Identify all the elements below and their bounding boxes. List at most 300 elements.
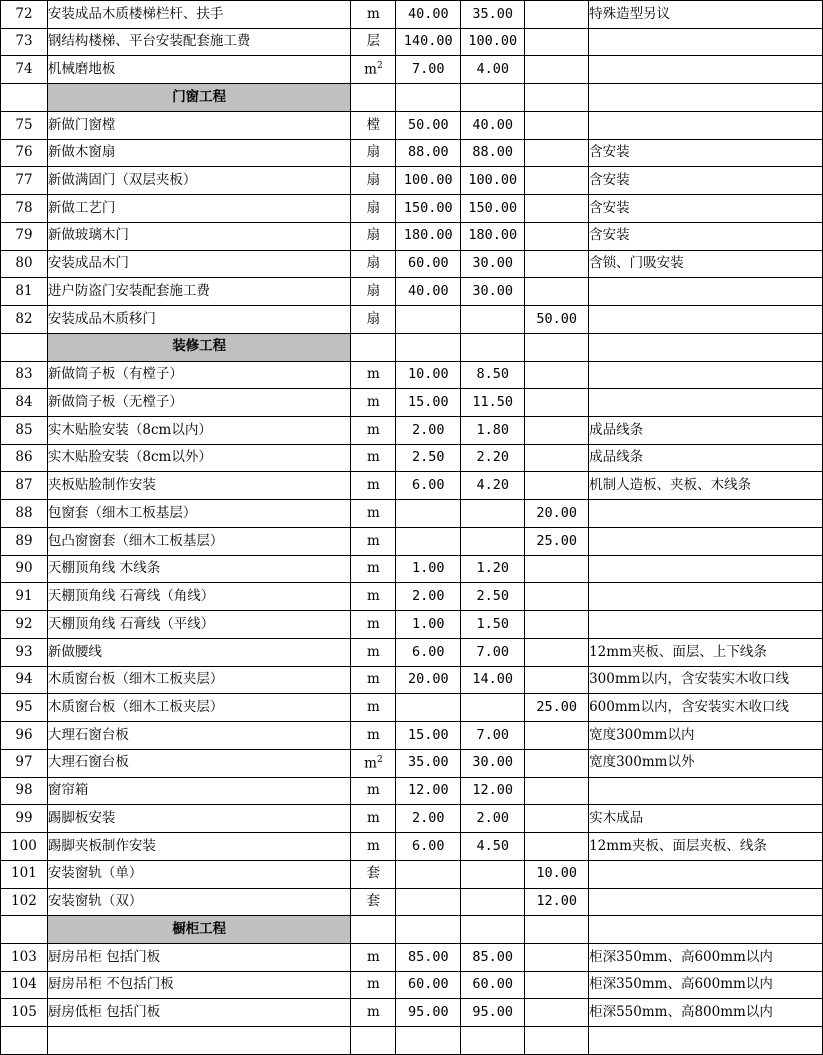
cell-name[interactable]: 窗帘箱 xyxy=(47,777,351,805)
cell-note[interactable]: 柜深550mm、高800mm以内 xyxy=(589,999,823,1027)
cell-p2[interactable]: 100.00 xyxy=(461,28,525,56)
cell-note[interactable] xyxy=(589,555,823,583)
cell-no[interactable]: 94 xyxy=(1,666,48,694)
cell-no[interactable]: 92 xyxy=(1,611,48,639)
cell-p3[interactable] xyxy=(525,417,589,445)
cell-unit[interactable] xyxy=(351,527,396,555)
cell-p2[interactable]: 8.50 xyxy=(461,361,525,389)
table-row xyxy=(1,860,823,888)
cell-note[interactable] xyxy=(589,500,823,528)
cell-name[interactable]: 大理石窗台板 xyxy=(47,749,351,777)
cell-unit[interactable] xyxy=(351,222,396,250)
cell-no[interactable]: 102 xyxy=(1,888,48,916)
cell-p2[interactable] xyxy=(461,916,525,944)
cell-name[interactable]: 安装成品木质移门 xyxy=(47,306,351,334)
section-header[interactable]: 橱柜工程 xyxy=(47,916,351,944)
unit-text: m xyxy=(367,671,380,688)
cell-unit[interactable] xyxy=(351,417,396,445)
cell-note[interactable] xyxy=(589,278,823,306)
cell-unit[interactable] xyxy=(351,916,396,944)
cell-unit[interactable] xyxy=(351,361,396,389)
cell-name[interactable]: 机械磨地板 xyxy=(47,56,351,84)
cell-unit[interactable] xyxy=(351,444,396,472)
cell-note[interactable]: 成品线条 xyxy=(589,417,823,445)
cell-note[interactable]: 含安装 xyxy=(589,139,823,167)
cell-p1[interactable]: 40.00 xyxy=(396,278,461,306)
cell-note[interactable]: 宽度300mm以内 xyxy=(589,722,823,750)
cell-no[interactable]: 75 xyxy=(1,111,48,139)
cell-p2[interactable]: 95.00 xyxy=(461,999,525,1027)
cell-no[interactable] xyxy=(1,84,48,112)
cell-no[interactable]: 93 xyxy=(1,638,48,666)
cell-p2[interactable]: 4.20 xyxy=(461,472,525,500)
cell-p2[interactable]: 4.50 xyxy=(461,833,525,861)
cell-unit[interactable] xyxy=(351,250,396,278)
cell-no[interactable] xyxy=(1,916,48,944)
cell-no[interactable]: 88 xyxy=(1,500,48,528)
cell-p3[interactable] xyxy=(525,777,589,805)
cell-p2[interactable]: 4.00 xyxy=(461,56,525,84)
cell-p1[interactable]: 85.00 xyxy=(396,943,461,971)
cell-p2[interactable]: 85.00 xyxy=(461,943,525,971)
unit-text: m xyxy=(367,726,380,743)
cell-p3[interactable] xyxy=(525,222,589,250)
cell-name[interactable]: 木质窗台板（细木工板夹层） xyxy=(47,666,351,694)
cell-name[interactable]: 大理石窗台板 xyxy=(47,722,351,750)
cell-note[interactable]: 柜深350mm、高600mm以内 xyxy=(589,971,823,999)
cell-p3[interactable] xyxy=(525,111,589,139)
cell-p2[interactable] xyxy=(461,84,525,112)
cell-p3[interactable] xyxy=(525,84,589,112)
cell-p2[interactable]: 88.00 xyxy=(461,139,525,167)
cell-p1[interactable]: 2.50 xyxy=(396,444,461,472)
cell-no[interactable]: 90 xyxy=(1,555,48,583)
cell-p3[interactable] xyxy=(525,361,589,389)
cell-p3[interactable] xyxy=(525,971,589,999)
cell-note[interactable]: 柜深350mm、高600mm以内 xyxy=(589,943,823,971)
cell-name[interactable]: 厨房吊柜 包括门板 xyxy=(47,943,351,971)
cell-name[interactable]: 新做筒子板（有樘子） xyxy=(47,361,351,389)
cell-no[interactable]: 87 xyxy=(1,472,48,500)
cell-p2[interactable]: 2.00 xyxy=(461,805,525,833)
cell-no[interactable]: 73 xyxy=(1,28,48,56)
cell-name[interactable]: 新做筒子板（无樘子） xyxy=(47,389,351,417)
cell-p3[interactable] xyxy=(525,333,589,361)
cell-p1[interactable]: 2.00 xyxy=(396,583,461,611)
cell-note[interactable] xyxy=(589,84,823,112)
cell-no[interactable]: 83 xyxy=(1,361,48,389)
cell-unit[interactable] xyxy=(351,195,396,223)
cell-p1[interactable] xyxy=(396,84,461,112)
cell-no[interactable]: 99 xyxy=(1,805,48,833)
cell-p2[interactable] xyxy=(461,333,525,361)
cell-note[interactable] xyxy=(589,611,823,639)
cell-p3[interactable] xyxy=(525,666,589,694)
cell-p3[interactable]: 20.00 xyxy=(525,500,589,528)
cell-p2[interactable] xyxy=(461,1027,525,1055)
cell-p1[interactable]: 6.00 xyxy=(396,638,461,666)
cell-no[interactable]: 84 xyxy=(1,389,48,417)
cell-p2[interactable]: 180.00 xyxy=(461,222,525,250)
cell-p2[interactable]: 1.20 xyxy=(461,555,525,583)
cell-unit[interactable] xyxy=(351,638,396,666)
cell-p3[interactable]: 10.00 xyxy=(525,860,589,888)
cell-name[interactable]: 新做门窗樘 xyxy=(47,111,351,139)
cell-note[interactable] xyxy=(589,361,823,389)
cell-p1[interactable]: 100.00 xyxy=(396,167,461,195)
cell-p3[interactable] xyxy=(525,749,589,777)
cell-p3[interactable] xyxy=(525,999,589,1027)
cell-no[interactable]: 81 xyxy=(1,278,48,306)
cell-p2[interactable]: 40.00 xyxy=(461,111,525,139)
cell-p1[interactable]: 1.00 xyxy=(396,611,461,639)
cell-no[interactable]: 100 xyxy=(1,833,48,861)
cell-p3[interactable] xyxy=(525,444,589,472)
cell-p2[interactable]: 1.50 xyxy=(461,611,525,639)
cell-name[interactable]: 新做工艺门 xyxy=(47,195,351,223)
cell-p3[interactable]: 25.00 xyxy=(525,527,589,555)
cell-name[interactable]: 天棚顶角线 石膏线（角线） xyxy=(47,583,351,611)
cell-p1[interactable]: 10.00 xyxy=(396,361,461,389)
cell-name[interactable]: 新做腰线 xyxy=(47,638,351,666)
cell-p2[interactable] xyxy=(461,500,525,528)
cell-name[interactable]: 实木贴脸安装（8cm以外） xyxy=(47,444,351,472)
cell-p3[interactable] xyxy=(525,833,589,861)
cell-p1[interactable]: 1.00 xyxy=(396,555,461,583)
cell-p3[interactable] xyxy=(525,195,589,223)
cell-unit[interactable] xyxy=(351,167,396,195)
cell-p2[interactable] xyxy=(461,306,525,334)
cell-note[interactable]: 含安装 xyxy=(589,167,823,195)
cell-unit[interactable] xyxy=(351,555,396,583)
cell-p1[interactable]: 15.00 xyxy=(396,722,461,750)
cell-unit[interactable] xyxy=(351,84,396,112)
cell-unit[interactable] xyxy=(351,971,396,999)
cell-note[interactable]: 含锁、门吸安装 xyxy=(589,250,823,278)
cell-note[interactable] xyxy=(589,389,823,417)
cell-p2[interactable]: 30.00 xyxy=(461,278,525,306)
cell-no[interactable]: 103 xyxy=(1,943,48,971)
cell-no[interactable]: 97 xyxy=(1,749,48,777)
cell-p3[interactable] xyxy=(525,638,589,666)
cell-p2[interactable]: 2.50 xyxy=(461,583,525,611)
cell-p1[interactable] xyxy=(396,860,461,888)
cell-unit[interactable] xyxy=(351,860,396,888)
cell-name[interactable]: 天棚顶角线 石膏线（平线） xyxy=(47,611,351,639)
cell-note[interactable]: 300mm以内，含安装实木收口线 xyxy=(589,666,823,694)
unit-text: m xyxy=(367,976,380,993)
cell-unit[interactable] xyxy=(351,1,396,29)
cell-unit[interactable] xyxy=(351,888,396,916)
cell-note[interactable]: 特殊造型另议 xyxy=(589,1,823,29)
cell-p1[interactable]: 95.00 xyxy=(396,999,461,1027)
cell-unit[interactable] xyxy=(351,306,396,334)
cell-p2[interactable] xyxy=(461,694,525,722)
cell-p1[interactable]: 60.00 xyxy=(396,971,461,999)
cell-p1[interactable] xyxy=(396,1027,461,1055)
cell-note[interactable]: 成品线条 xyxy=(589,444,823,472)
cell-no[interactable]: 98 xyxy=(1,777,48,805)
cell-note[interactable]: 12mm夹板、面层夹板、线条 xyxy=(589,833,823,861)
cell-unit[interactable] xyxy=(351,666,396,694)
cell-p2[interactable] xyxy=(461,527,525,555)
cell-p3[interactable] xyxy=(525,1027,589,1055)
table-row xyxy=(1,139,823,167)
cell-unit[interactable] xyxy=(351,999,396,1027)
table-row xyxy=(1,694,823,722)
cell-unit[interactable] xyxy=(351,389,396,417)
cell-p2[interactable]: 11.50 xyxy=(461,389,525,417)
cell-name[interactable]: 厨房低柜 包括门板 xyxy=(47,999,351,1027)
cell-p1[interactable] xyxy=(396,500,461,528)
unit-text: m xyxy=(367,504,380,521)
cell-unit[interactable] xyxy=(351,694,396,722)
cell-note[interactable]: 含安装 xyxy=(589,222,823,250)
cell-p3[interactable] xyxy=(525,472,589,500)
cell-unit[interactable] xyxy=(351,278,396,306)
cell-name[interactable]: 包窗套（细木工板基层） xyxy=(47,500,351,528)
cell-name[interactable]: 天棚顶角线 木线条 xyxy=(47,555,351,583)
table-row xyxy=(1,666,823,694)
cell-name[interactable]: 实木贴脸安装（8cm以内） xyxy=(47,417,351,445)
cell-p1[interactable]: 12.00 xyxy=(396,777,461,805)
cell-p1[interactable]: 6.00 xyxy=(396,833,461,861)
cell-p1[interactable] xyxy=(396,916,461,944)
cell-note[interactable] xyxy=(589,56,823,84)
table-row xyxy=(1,278,823,306)
cell-p1[interactable]: 40.00 xyxy=(396,1,461,29)
cell-p2[interactable]: 12.00 xyxy=(461,777,525,805)
unit-text: m xyxy=(367,782,380,799)
cell-p2[interactable]: 14.00 xyxy=(461,666,525,694)
cell-unit[interactable] xyxy=(351,805,396,833)
cell-unit[interactable] xyxy=(351,777,396,805)
cell-note[interactable] xyxy=(589,1027,823,1055)
cell-p1[interactable]: 7.00 xyxy=(396,56,461,84)
cell-no[interactable]: 101 xyxy=(1,860,48,888)
cell-note[interactable] xyxy=(589,860,823,888)
cell-unit[interactable] xyxy=(351,333,396,361)
cell-unit[interactable] xyxy=(351,833,396,861)
table-row xyxy=(1,361,823,389)
section-header[interactable]: 装修工程 xyxy=(47,333,351,361)
cell-p3[interactable]: 25.00 xyxy=(525,694,589,722)
table-row xyxy=(1,777,823,805)
unit-superscript: 2 xyxy=(376,61,383,72)
cell-name[interactable]: 包凸窗窗套（细木工板基层） xyxy=(47,527,351,555)
table-row xyxy=(1,999,823,1027)
unit-text: 层 xyxy=(366,33,381,50)
cell-p3[interactable] xyxy=(525,943,589,971)
cell-note[interactable] xyxy=(589,306,823,334)
cell-p1[interactable]: 2.00 xyxy=(396,417,461,445)
cell-p2[interactable]: 7.00 xyxy=(461,722,525,750)
cell-unit[interactable] xyxy=(351,111,396,139)
cell-p2[interactable] xyxy=(461,888,525,916)
cell-no[interactable]: 95 xyxy=(1,694,48,722)
unit-text: m xyxy=(367,421,380,438)
cell-p1[interactable]: 15.00 xyxy=(396,389,461,417)
cell-p1[interactable]: 150.00 xyxy=(396,195,461,223)
cell-note[interactable] xyxy=(589,527,823,555)
cell-p2[interactable]: 30.00 xyxy=(461,250,525,278)
cell-name[interactable]: 新做满固门（双层夹板） xyxy=(47,167,351,195)
cell-note[interactable]: 实木成品 xyxy=(589,805,823,833)
cell-note[interactable]: 12mm夹板、面层、上下线条 xyxy=(589,638,823,666)
cell-p3[interactable] xyxy=(525,583,589,611)
cell-no[interactable]: 89 xyxy=(1,527,48,555)
cell-p2[interactable]: 150.00 xyxy=(461,195,525,223)
cell-p1[interactable]: 2.00 xyxy=(396,805,461,833)
unit-text: m xyxy=(367,1004,380,1021)
cell-no[interactable]: 77 xyxy=(1,167,48,195)
cell-p3[interactable] xyxy=(525,722,589,750)
unit-text: 扇 xyxy=(366,199,381,216)
cell-note[interactable]: 600mm以内，含安装实木收口线 xyxy=(589,694,823,722)
cell-no[interactable]: 76 xyxy=(1,139,48,167)
cell-p2[interactable] xyxy=(461,860,525,888)
table-row xyxy=(1,111,823,139)
cell-unit[interactable] xyxy=(351,1027,396,1055)
cell-name[interactable]: 安装窗轨（单） xyxy=(47,860,351,888)
cell-no[interactable]: 78 xyxy=(1,195,48,223)
cell-unit[interactable] xyxy=(351,500,396,528)
unit-text: m xyxy=(367,366,380,383)
cell-p3[interactable] xyxy=(525,278,589,306)
cell-name[interactable]: 厨房吊柜 不包括门板 xyxy=(47,971,351,999)
cell-p2[interactable]: 1.80 xyxy=(461,417,525,445)
cell-no[interactable]: 74 xyxy=(1,56,48,84)
cell-name[interactable]: 新做木窗扇 xyxy=(47,139,351,167)
cell-no[interactable]: 104 xyxy=(1,971,48,999)
cell-no[interactable]: 91 xyxy=(1,583,48,611)
cell-name[interactable]: 新做玻璃木门 xyxy=(47,222,351,250)
table-row xyxy=(1,833,823,861)
cell-p2[interactable]: 7.00 xyxy=(461,638,525,666)
unit-text: m xyxy=(367,477,380,494)
cell-p3[interactable] xyxy=(525,139,589,167)
cell-name[interactable]: 夹板贴脸制作安装 xyxy=(47,472,351,500)
cell-p3[interactable] xyxy=(525,250,589,278)
cell-unit[interactable] xyxy=(351,611,396,639)
cell-no[interactable]: 85 xyxy=(1,417,48,445)
cell-unit[interactable] xyxy=(351,722,396,750)
cell-no[interactable]: 96 xyxy=(1,722,48,750)
unit-text: 扇 xyxy=(366,255,381,272)
cell-no[interactable]: 105 xyxy=(1,999,48,1027)
cell-unit[interactable] xyxy=(351,56,396,84)
cell-name[interactable] xyxy=(47,1027,351,1055)
cell-note[interactable]: 宽度300mm以外 xyxy=(589,749,823,777)
cell-no[interactable]: 79 xyxy=(1,222,48,250)
cell-no[interactable]: 82 xyxy=(1,306,48,334)
cell-p3[interactable] xyxy=(525,611,589,639)
cell-name[interactable]: 踢脚板安装 xyxy=(47,805,351,833)
table-row xyxy=(1,611,823,639)
cell-p3[interactable] xyxy=(525,555,589,583)
table-row xyxy=(1,749,823,777)
cell-p3[interactable] xyxy=(525,1,589,29)
cell-p1[interactable]: 180.00 xyxy=(396,222,461,250)
cell-p1[interactable]: 35.00 xyxy=(396,749,461,777)
cell-name[interactable]: 进户防盗门安装配套施工费 xyxy=(47,278,351,306)
cell-p3[interactable]: 50.00 xyxy=(525,306,589,334)
cell-unit[interactable] xyxy=(351,583,396,611)
unit-text: 扇 xyxy=(366,144,381,161)
cell-p3[interactable] xyxy=(525,28,589,56)
cell-name[interactable]: 安装窗轨（双） xyxy=(47,888,351,916)
cell-p1[interactable] xyxy=(396,306,461,334)
unit-text: m xyxy=(367,643,380,660)
cell-name[interactable]: 安装成品木质楼梯栏杆、扶手 xyxy=(47,1,351,29)
cell-p1[interactable]: 20.00 xyxy=(396,666,461,694)
cell-p2[interactable]: 60.00 xyxy=(461,971,525,999)
cell-name[interactable]: 木质窗台板（细木工板夹层） xyxy=(47,694,351,722)
cell-p3[interactable] xyxy=(525,56,589,84)
cell-p3[interactable] xyxy=(525,167,589,195)
table-row xyxy=(1,1027,823,1055)
section-header[interactable]: 门窗工程 xyxy=(47,84,351,112)
cell-name[interactable]: 钢结构楼梯、平台安装配套施工费 xyxy=(47,28,351,56)
cell-note[interactable] xyxy=(589,28,823,56)
table-row xyxy=(1,195,823,223)
cell-p1[interactable] xyxy=(396,527,461,555)
table-row xyxy=(1,500,823,528)
cell-no[interactable] xyxy=(1,333,48,361)
cell-note[interactable]: 含安装 xyxy=(589,195,823,223)
cell-p3[interactable] xyxy=(525,389,589,417)
cell-p1[interactable] xyxy=(396,333,461,361)
cell-unit[interactable] xyxy=(351,472,396,500)
cell-p1[interactable]: 88.00 xyxy=(396,139,461,167)
cell-name[interactable]: 安装成品木门 xyxy=(47,250,351,278)
cell-no[interactable] xyxy=(1,1027,48,1055)
cell-note[interactable]: 机制人造板、夹板、木线条 xyxy=(589,472,823,500)
cell-p2[interactable]: 35.00 xyxy=(461,1,525,29)
cell-p3[interactable]: 12.00 xyxy=(525,888,589,916)
cell-note[interactable] xyxy=(589,333,823,361)
cell-note[interactable] xyxy=(589,916,823,944)
cell-name[interactable]: 踢脚夹板制作安装 xyxy=(47,833,351,861)
cell-p1[interactable] xyxy=(396,694,461,722)
cell-no[interactable]: 86 xyxy=(1,444,48,472)
cell-p1[interactable]: 50.00 xyxy=(396,111,461,139)
unit-text: 扇 xyxy=(366,282,381,299)
cell-no[interactable]: 72 xyxy=(1,1,48,29)
cell-p2[interactable]: 2.20 xyxy=(461,444,525,472)
cell-p1[interactable] xyxy=(396,888,461,916)
cell-p1[interactable]: 60.00 xyxy=(396,250,461,278)
cell-no[interactable]: 80 xyxy=(1,250,48,278)
cell-p2[interactable]: 30.00 xyxy=(461,749,525,777)
unit-text: m xyxy=(364,755,377,772)
cell-note[interactable] xyxy=(589,583,823,611)
cell-unit[interactable] xyxy=(351,749,396,777)
cell-note[interactable] xyxy=(589,888,823,916)
cell-note[interactable] xyxy=(589,111,823,139)
cell-unit[interactable] xyxy=(351,139,396,167)
cell-p2[interactable]: 100.00 xyxy=(461,167,525,195)
table-row xyxy=(1,722,823,750)
cell-p1[interactable]: 6.00 xyxy=(396,472,461,500)
unit-text: 套 xyxy=(366,893,381,910)
cell-note[interactable] xyxy=(589,777,823,805)
cell-unit[interactable] xyxy=(351,28,396,56)
cell-p3[interactable] xyxy=(525,805,589,833)
cell-unit[interactable] xyxy=(351,943,396,971)
cell-p1[interactable]: 140.00 xyxy=(396,28,461,56)
cell-p3[interactable] xyxy=(525,916,589,944)
